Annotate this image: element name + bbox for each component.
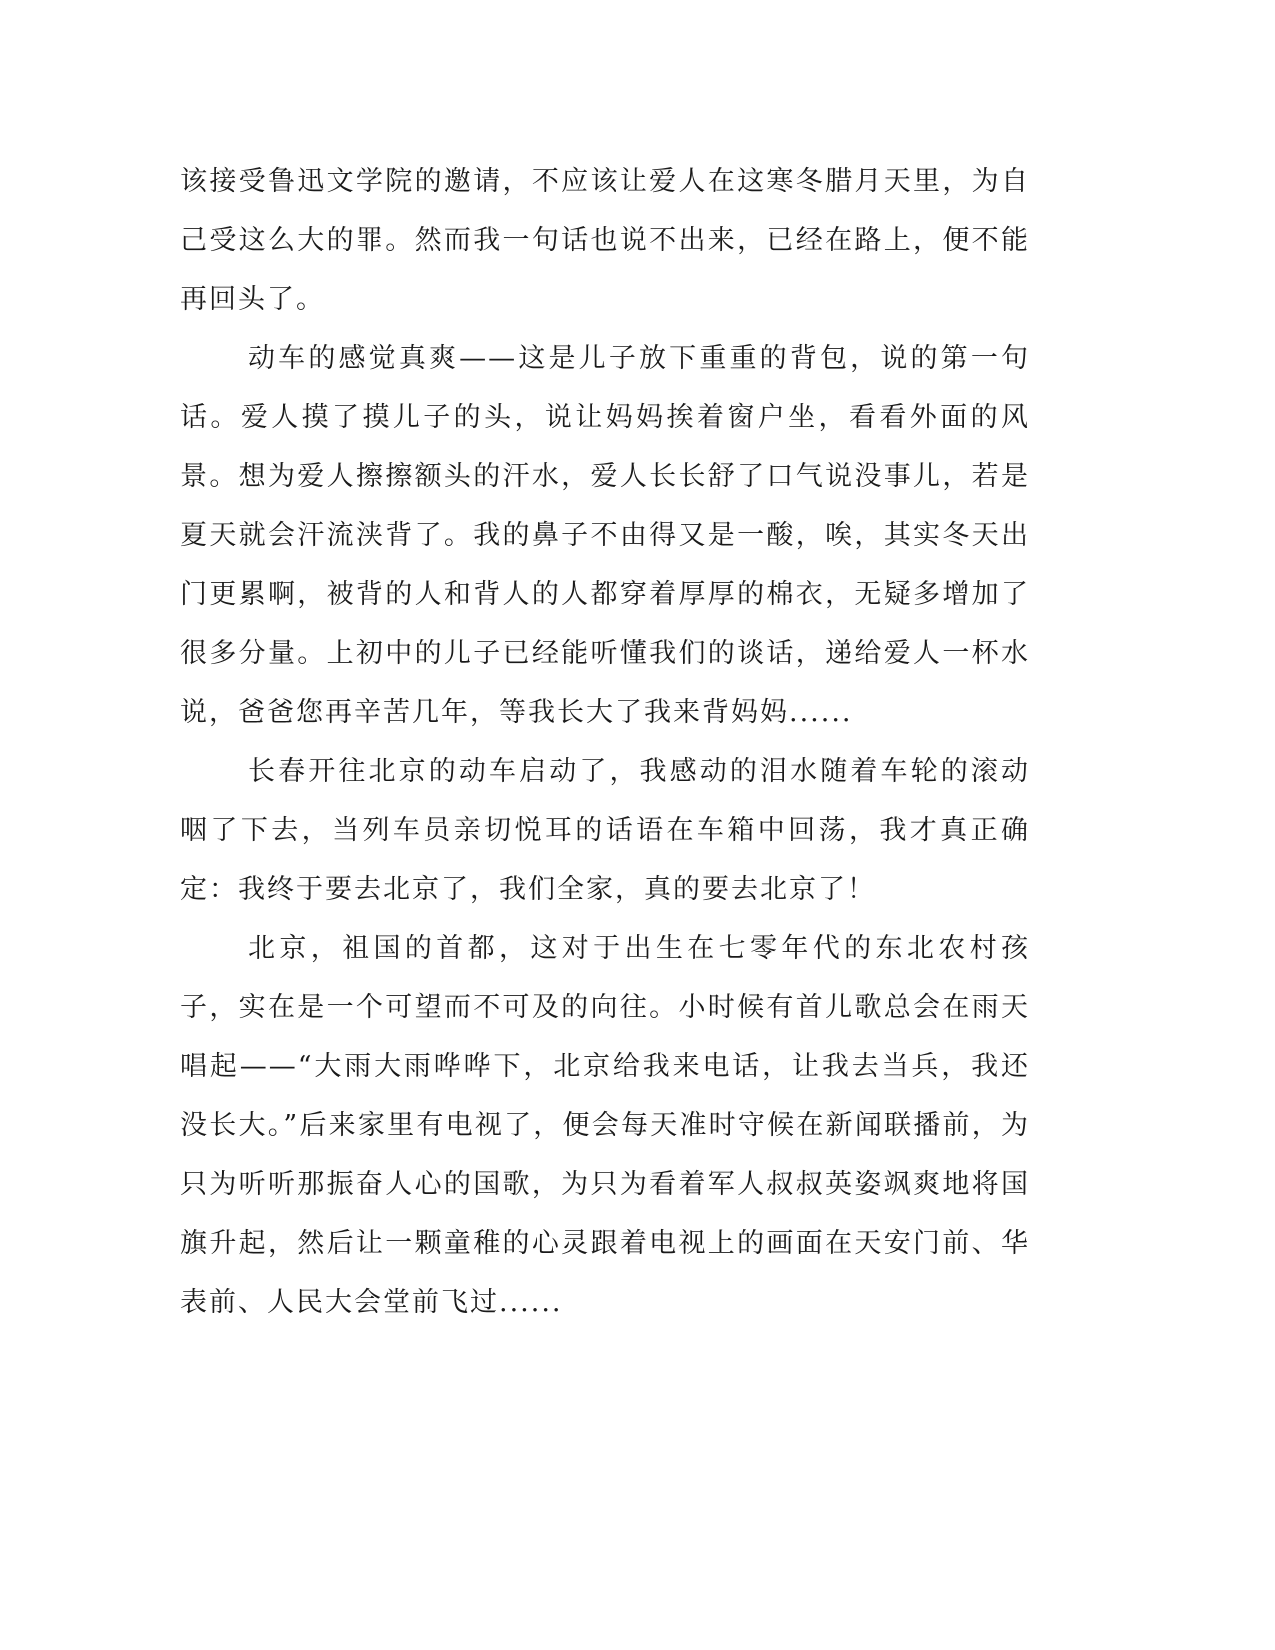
paragraph-continuation: 该接受鲁迅文学院的邀请，不应该让爱人在这寒冬腊月天里，为自己受这么大的罪。然而我一句话也说不出来，已经在路上，便不能再回头了。 <box>180 166 1030 315</box>
paragraph-train-departure: 长春开往北京的动车启动了，我感动的泪水随着车轮的滚动咽了下去，当列车员亲切悦耳的话语在车箱中回荡，我才真正确定：我终于要去北京了，我们全家，真的要去北京了！ <box>180 756 1030 905</box>
body-text <box>180 152 1030 1332</box>
paragraph-train-feeling: 动车的感觉真爽——这是儿子放下重重的背包，说的第一句话。爱人摸了摸儿子的头，说让妈妈挨着窗户坐，看看外面的风景。想为爱人擦擦额头的汗水，爱人长长舒了口气说没事儿，若是夏天就会汗流浃背了。我的鼻子不由得又是一酸，唉，其实冬天出门更累啊，被背的人和背人的人都穿着厚厚的棉衣，无疑多增加了很多分量。上初中的儿子已经能听懂我们的谈话，递给爱人一杯水说，爸爸您再辛苦几年，等我长大了我来背妈妈...... <box>180 343 1030 728</box>
paragraph-beijing-memories: 北京，祖国的首都，这对于出生在七零年代的东北农村孩子，实在是一个可望而不可及的向往。小时候有首儿歌总会在雨天唱起——“大雨大雨哗哗下，北京给我来电话，让我去当兵，我还没长大。”后来家里有电视了，便会每天准时守候在新闻联播前，为只为听听那振奋人心的国歌，为只为看着军人叔叔英姿飒爽地将国旗升起，然后让一颗童稚的心灵跟着电视上的画面在天安门前、华表前、人民大会堂前飞过...... <box>180 933 1030 1318</box>
